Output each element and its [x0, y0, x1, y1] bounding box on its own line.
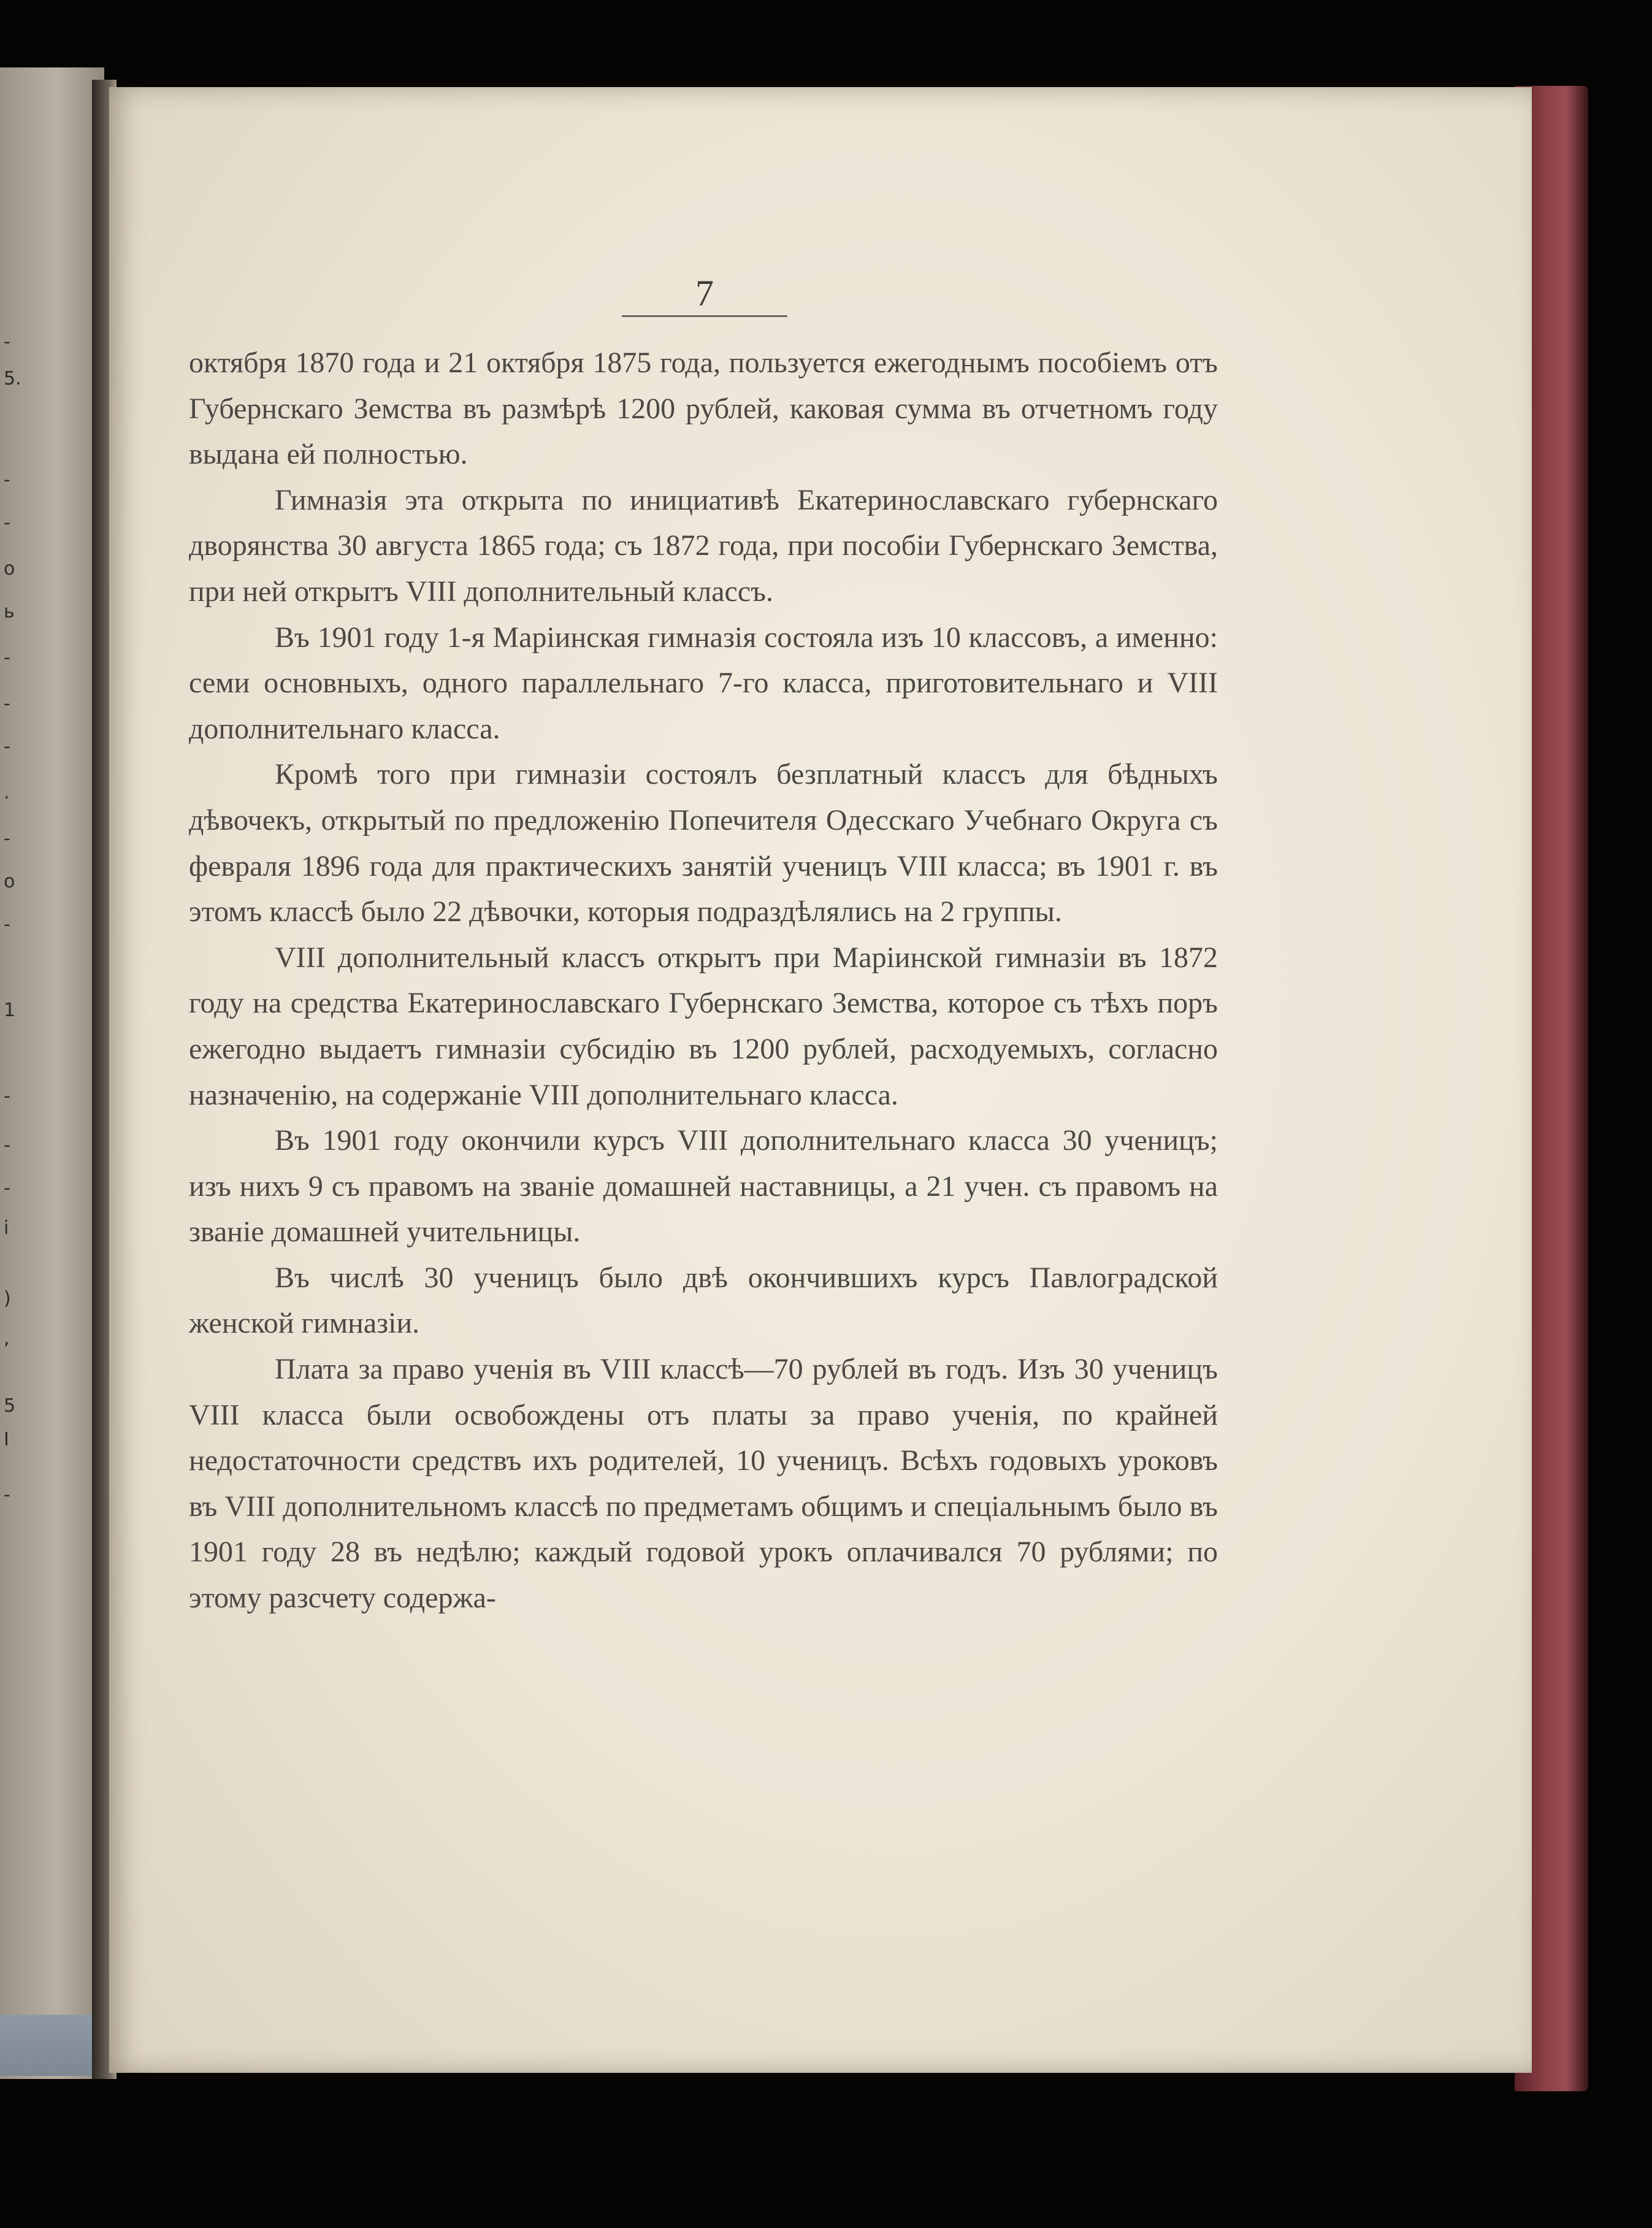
margin-mark: 5 — [4, 1395, 16, 1417]
margin-mark: - — [4, 1085, 10, 1107]
paragraph: Плата за право ученія въ VIII классѣ—70 рублей въ годъ. Изъ 30 ученицъ VIII класса были освобождены отъ платы за право ученія, по крайней недостаточности средствъ ихъ родителей, 10 ученицъ. Всѣхъ годовыхъ уроковъ въ VIII дополнительномъ классѣ по предметамъ общимъ и спеціальнымъ было въ 1901 году 28 въ недѣлю; каждый годовой урокъ оплачивался 70 рублями; по этому разсчету содержа- — [189, 1353, 1218, 1615]
paragraph: Въ 1901 году 1-я Маріинская гимназія состояла изъ 10 классовъ, а именно: семи основныхъ, одного параллельнаго 7-го класса, приготовительнаго и VIII дополнительнаго класса. — [189, 621, 1218, 745]
left-page-bottom-edge — [0, 2015, 92, 2076]
margin-mark: - — [4, 1484, 10, 1506]
paragraph: VIII дополнительный классъ открытъ при Маріинской гимназіи въ 1872 году на средства Екатеринославскаго Губернскаго Земства, которое съ тѣхъ поръ ежегодно выдаетъ гимназіи субсидію въ 1200 рублей, расходуемыхъ, согласно назначенію, на содержаніе VIII дополнительнаго класса. — [189, 941, 1218, 1111]
margin-mark: 1 — [4, 1000, 16, 1021]
margin-mark: - — [4, 828, 10, 849]
page-number-rule — [622, 315, 787, 317]
margin-mark: ) — [4, 1288, 11, 1309]
paragraph: Въ 1901 году окончили курсъ VIII дополнительнаго класса 30 ученицъ; изъ нихъ 9 съ правомъ на званіе домашней наставницы, а 21 учен. съ правомъ на званіе домашней учительницы. — [189, 1124, 1218, 1249]
margin-mark: . — [4, 782, 10, 803]
margin-mark: ь — [4, 601, 15, 622]
margin-mark: - — [4, 331, 10, 353]
margin-mark: - — [4, 647, 10, 668]
margin-mark: - — [4, 1135, 10, 1156]
margin-mark: - — [4, 512, 10, 534]
margin-mark: - — [4, 1177, 10, 1199]
margin-mark: - — [4, 469, 10, 491]
page-number: 7 — [695, 273, 714, 313]
margin-mark: , — [4, 1328, 10, 1349]
margin-mark: i — [4, 1217, 9, 1239]
paragraph: октября 1870 года и 21 октября 1875 года, пользуется ежегоднымъ пособіемъ отъ Губернскаго Земства въ размѣрѣ 1200 рублей, каковая сумма въ отчетномъ году выдана ей полностью. — [189, 346, 1218, 471]
margin-mark: - — [4, 914, 10, 935]
margin-mark: 5. — [4, 368, 21, 389]
paragraph: Кромѣ того при гимназіи состоялъ безплатный классъ для бѣдныхъ дѣвочекъ, открытый по предложенію Попечителя Одесскаго Учебнаго Округа съ февраля 1896 года для практическихъ занятій ученицъ VIII класса; въ 1901 г. въ этомъ классѣ было 22 дѣвочки, которыя подраздѣлялись на 2 группы. — [189, 758, 1218, 928]
paragraph: Гимназія эта открыта по инициативѣ Екатеринославскаго губернскаго дворянства 30 августа 1865 года; съ 1872 года, при пособіи Губернскаго Земства, при ней открытъ VIII дополнительный классъ. — [189, 483, 1218, 608]
body-text — [189, 340, 1218, 1621]
margin-mark: o — [4, 558, 15, 580]
margin-mark: o — [4, 871, 15, 892]
margin-mark: I — [4, 1429, 9, 1450]
margin-mark: - — [4, 693, 10, 714]
paragraph: Въ числѣ 30 ученицъ было двѣ окончившихъ курсъ Павлоградской женской гимназіи. — [189, 1261, 1218, 1340]
margin-mark: - — [4, 736, 10, 757]
